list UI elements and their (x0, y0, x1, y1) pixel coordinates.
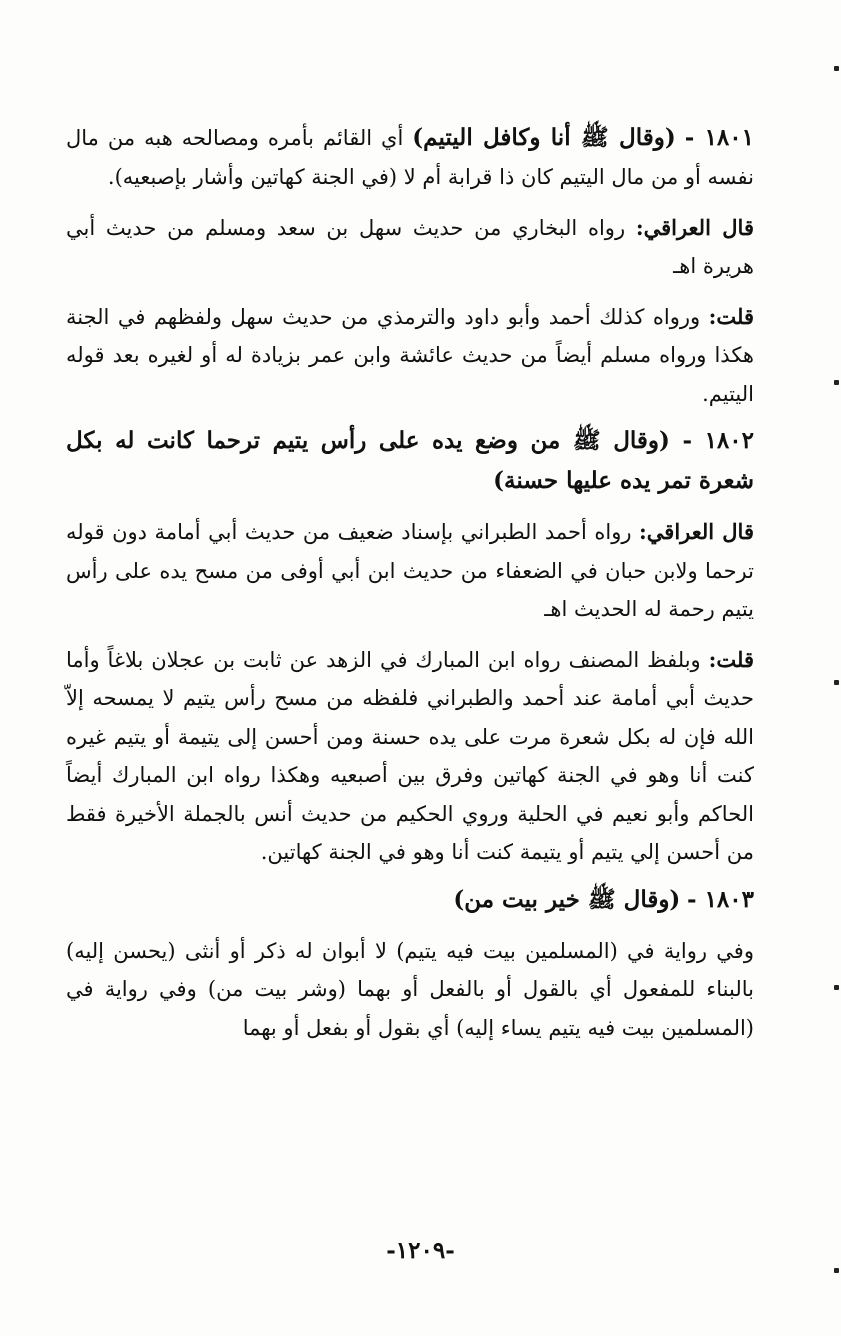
commentary: أي القائم بأمره ومصالحه هبه من مال نفسه أو من مال اليتيم كان ذا قرابة أم لا (في الجنة كهاتين وأشار بإصبعيه). (66, 126, 754, 189)
hadith-1803 (66, 880, 754, 920)
note-qultu (66, 641, 754, 872)
note-text: رواه البخاري من حديث سهل بن سعد ومسلم من حديث أبي هريرة اهـ (66, 215, 754, 278)
hadith-1802 (66, 421, 754, 501)
note-label: قلت: (708, 646, 754, 672)
margin-mark (834, 680, 839, 685)
margin-mark (834, 1268, 839, 1273)
hadith-1801 (66, 118, 754, 197)
margin-mark (834, 985, 839, 990)
margin-mark (834, 380, 839, 385)
margin-mark (834, 66, 839, 71)
note-iraqi (66, 209, 754, 286)
page-body (66, 118, 754, 1047)
note-label: قال العراقي: (639, 519, 754, 544)
note-text: ورواه كذلك أحمد وأبو داود والترمذي من حديث سهل ولفظهم في الجنة هكذا ورواه مسلم أيضاً من حديث عائشة وابن عمر بزيادة له أو لغيره بعد قوله اليتيم. (66, 304, 754, 406)
note-text: رواه أحمد الطبراني بإسناد ضعيف من حديث أبي أمامة دون قوله ترحما ولابن حبان في الضعفاء من حديث ابن أبي أوفى من مسح يده على رأس يتيم رحمة له الحديث اهـ (66, 520, 754, 621)
page-number: -١٢٠٩- (386, 1237, 455, 1264)
note-riwaya (66, 932, 754, 1048)
note-label: قال العراقي: (635, 214, 754, 240)
hadith-number: ١٨٠٢ - (682, 427, 754, 454)
hadith-number: ١٨٠١ - (684, 124, 754, 151)
hadith-text: (وقال ﷺ من وضع يده على رأس يتيم ترحما كانت له بكل شعرة تمر يده عليها حسنة) (66, 427, 754, 494)
hadith-text: (وقال ﷺ أنا وكافل اليتيم) (412, 124, 676, 151)
note-text: وبلفظ المصنف رواه ابن المبارك في الزهد عن ثابت بن عجلان بلاغاً وأما حديث أبي أمامة عند أحمد والطبراني فلفظه من مسح رأس يتيم لا يمسحه إلاّ الله فإن له بكل شعرة مرت على يده حسنة ومن أحسن إلى يتيمة أو يتيم غيره كنت أنا وهو في الجنة كهاتين وفرق بين أصبعيه وهكذا رواه ابن المبارك أيضاً الحاكم وأبو نعيم في الحلية وروي الحكيم من حديث أنس بالجملة الأخيرة فقط من أحسن إلي يتيم أو يتيمة كنت أنا وهو في الجنة كهاتين. (66, 647, 754, 864)
hadith-text: (وقال ﷺ خير بيت من) (453, 885, 681, 913)
note-text: وفي رواية في (المسلمين بيت فيه يتيم) لا أبوان له ذكر أو أنثى (يحسن إليه) بالبناء للمفعول أي بالقول أو بالفعل أو بهما (وشر بيت من) وفي رواية في (المسلمين بيت فيه يتيم يساء إليه) أي بقول أو بفعل أو بهما (66, 938, 754, 1040)
hadith-number: ١٨٠٣ - (687, 885, 754, 913)
note-iraqi (66, 513, 754, 629)
note-label: قلت: (708, 303, 754, 329)
note-qultu (66, 298, 754, 414)
